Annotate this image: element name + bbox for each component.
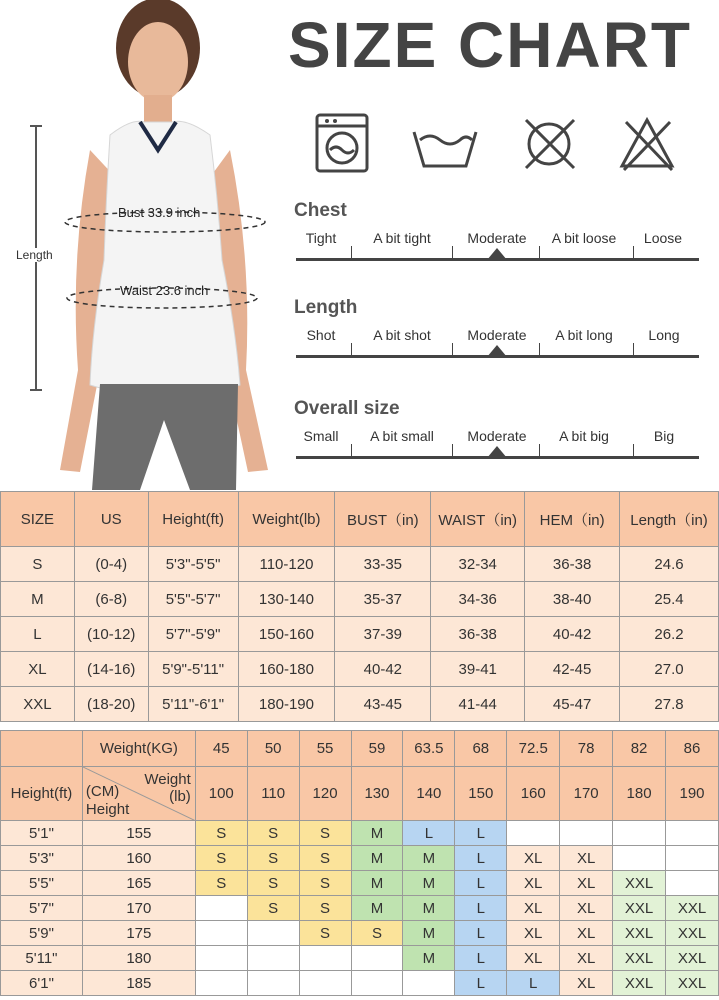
size-cell: XL	[560, 871, 613, 896]
size-cell: XL	[507, 896, 560, 921]
bust-label: Bust 33.9 inch	[118, 205, 201, 220]
table-cell: 24.6	[620, 547, 719, 582]
table-cell: XXL	[1, 687, 75, 722]
table-cell: 43-45	[335, 687, 431, 722]
table-cell: 5'5"-5'7"	[148, 582, 238, 617]
size-cell: M	[351, 896, 403, 921]
size-cell: S	[299, 871, 351, 896]
size-cell: L	[455, 946, 507, 971]
weight-lb-cell: 130	[351, 767, 403, 821]
size-cell	[195, 896, 247, 921]
weight-kg-cell: 55	[299, 731, 351, 767]
fit-table-lb-row	[1, 767, 719, 821]
length-cap-bottom	[30, 389, 42, 391]
scale-label: Big	[653, 428, 675, 444]
size-cell: XL	[560, 946, 613, 971]
table-cell: 33-35	[335, 547, 431, 582]
fit-table-row	[1, 846, 719, 871]
fit-table-row	[1, 946, 719, 971]
height-cm-cell: 160	[82, 846, 195, 871]
size-cell: S	[247, 821, 299, 846]
header-cell: SIZE	[1, 492, 75, 547]
scale-label: A bit small	[370, 428, 434, 444]
scale-marker	[487, 248, 507, 260]
do-not-tumble-dry-icon	[520, 112, 582, 174]
size-cell: L	[455, 821, 507, 846]
waist-label: Waist 23.6 inch	[120, 283, 209, 298]
size-cell: S	[351, 921, 403, 946]
scale-label: A bit tight	[373, 230, 431, 246]
table-row	[1, 582, 719, 617]
size-cell: XXL	[613, 971, 666, 996]
scale-bar	[294, 353, 699, 359]
size-table-header	[1, 492, 719, 547]
table-cell: (14-16)	[74, 652, 148, 687]
size-cell: M	[351, 821, 403, 846]
weight-kg-cell: 86	[666, 731, 719, 767]
size-cell	[247, 921, 299, 946]
weight-kg-cell: 72.5	[507, 731, 560, 767]
scale-label: Moderate	[467, 230, 527, 246]
size-cell: S	[195, 821, 247, 846]
cm-unit-label: (CM)	[85, 783, 120, 800]
table-cell: (6-8)	[74, 582, 148, 617]
size-cell: XXL	[613, 896, 666, 921]
header-cell: BUST（in)	[335, 492, 431, 547]
hand-wash-icon	[410, 112, 480, 174]
size-cell	[195, 921, 247, 946]
scale-label: A bit shot	[373, 327, 431, 343]
height-cm-cell: 170	[82, 896, 195, 921]
do-not-bleach-icon	[618, 112, 680, 174]
header-cell: Height(ft)	[148, 492, 238, 547]
length-cap-top	[30, 125, 42, 127]
header-cell: US	[74, 492, 148, 547]
size-cell: M	[403, 946, 455, 971]
size-cell	[247, 946, 299, 971]
size-cell: L	[403, 821, 455, 846]
scale-marker	[487, 345, 507, 357]
scale-label: Moderate	[467, 428, 527, 444]
table-cell: 27.0	[620, 652, 719, 687]
height-cm-cell: 175	[82, 921, 195, 946]
size-cell: S	[195, 846, 247, 871]
table-cell: L	[1, 617, 75, 652]
scale-label: Loose	[643, 230, 683, 246]
size-cell	[666, 871, 719, 896]
scale-label: Small	[303, 428, 339, 444]
size-table	[0, 491, 719, 722]
table-cell: 37-39	[335, 617, 431, 652]
table-row	[1, 547, 719, 582]
weight-kg-cell: 78	[560, 731, 613, 767]
corner-cell	[1, 731, 83, 767]
size-cell	[299, 971, 351, 996]
weight-lb-cell: 160	[507, 767, 560, 821]
size-cell: L	[455, 971, 507, 996]
length-scale	[294, 297, 699, 359]
weight-lb-cell: 190	[666, 767, 719, 821]
fit-table	[0, 730, 719, 996]
size-cell	[560, 821, 613, 846]
weight-lb-cell: 120	[299, 767, 351, 821]
table-cell: 130-140	[238, 582, 335, 617]
height-cm-cell: 165	[82, 871, 195, 896]
size-cell	[351, 946, 403, 971]
fit-table-row	[1, 871, 719, 896]
table-cell: 36-38	[431, 617, 525, 652]
height-ft-cell: 5'5"	[1, 871, 83, 896]
page-title: SIZE CHART	[288, 9, 692, 81]
size-cell	[666, 821, 719, 846]
size-cell: XXL	[666, 946, 719, 971]
size-cell	[507, 821, 560, 846]
table-cell: M	[1, 582, 75, 617]
top-section	[0, 0, 719, 490]
height-ft-cell: 5'9"	[1, 921, 83, 946]
weight-kg-cell: 82	[613, 731, 666, 767]
size-cell	[299, 946, 351, 971]
size-cell	[195, 946, 247, 971]
size-cell: XXL	[666, 971, 719, 996]
weight-kg-cell: 68	[455, 731, 507, 767]
scale-label: A bit long	[555, 327, 613, 343]
table-row	[1, 617, 719, 652]
table-cell: 34-36	[431, 582, 525, 617]
scale-title: Overall size	[294, 398, 400, 419]
cm-height-label: Height	[85, 801, 130, 818]
weight-kg-cell: 45	[195, 731, 247, 767]
size-cell: L	[455, 846, 507, 871]
overall-size-scale	[294, 398, 699, 460]
table-cell: 25.4	[620, 582, 719, 617]
table-cell: 42-45	[525, 652, 620, 687]
fit-table-body	[1, 821, 719, 996]
scale-label: Long	[648, 327, 680, 343]
table-cell: 5'3"-5'5"	[148, 547, 238, 582]
weight-lb-cell: 170	[560, 767, 613, 821]
size-cell: S	[299, 921, 351, 946]
size-cell: M	[403, 921, 455, 946]
size-cell: XXL	[666, 896, 719, 921]
scale-bar	[294, 256, 699, 262]
size-cell: L	[455, 896, 507, 921]
weight-lb-unit: (lb)	[169, 788, 191, 805]
size-cell: M	[403, 871, 455, 896]
scale-label: A bit big	[559, 428, 609, 444]
table-cell: 40-42	[525, 617, 620, 652]
table-cell: 35-37	[335, 582, 431, 617]
table-cell: 150-160	[238, 617, 335, 652]
size-cell: S	[299, 896, 351, 921]
table-cell: (18-20)	[74, 687, 148, 722]
header-cell: HEM（in)	[525, 492, 620, 547]
height-cm-cell: 180	[82, 946, 195, 971]
size-cell: L	[455, 871, 507, 896]
table-cell: 27.8	[620, 687, 719, 722]
size-cell: XL	[560, 971, 613, 996]
size-cell: XL	[507, 946, 560, 971]
table-cell: 160-180	[238, 652, 335, 687]
table-cell: 32-34	[431, 547, 525, 582]
scale-label: Shot	[306, 327, 336, 343]
scale-title: Chest	[294, 200, 347, 221]
size-cell: XL	[507, 921, 560, 946]
size-cell	[247, 971, 299, 996]
size-cell: XL	[507, 871, 560, 896]
height-ft-cell: 6'1"	[1, 971, 83, 996]
height-ft-cell: 5'1"	[1, 821, 83, 846]
size-cell: S	[247, 846, 299, 871]
table-row	[1, 687, 719, 722]
table-cell: 38-40	[525, 582, 620, 617]
size-cell: M	[403, 846, 455, 871]
fit-table-kg-row	[1, 731, 719, 767]
size-cell: S	[195, 871, 247, 896]
scale-bar	[294, 454, 699, 460]
weight-lb-label: Weight	[144, 771, 191, 788]
header-cell: Weight(lb)	[238, 492, 335, 547]
size-cell: XL	[560, 896, 613, 921]
size-cell: XL	[560, 921, 613, 946]
table-cell: 36-38	[525, 547, 620, 582]
size-cell: L	[507, 971, 560, 996]
scale-marker	[487, 446, 507, 458]
size-cell: S	[299, 846, 351, 871]
table-cell: 5'11"-6'1"	[148, 687, 238, 722]
table-cell: 180-190	[238, 687, 335, 722]
table-cell: (0-4)	[74, 547, 148, 582]
height-ft-cell: 5'7"	[1, 896, 83, 921]
diagonal-header-cell	[82, 767, 195, 821]
height-ft-label: Height(ft)	[1, 767, 83, 821]
scale-label: Moderate	[467, 327, 527, 343]
fit-table-row	[1, 896, 719, 921]
table-cell: XL	[1, 652, 75, 687]
header-cell: Length（in)	[620, 492, 719, 547]
height-ft-cell: 5'3"	[1, 846, 83, 871]
size-cell: XXL	[613, 921, 666, 946]
table-row	[1, 652, 719, 687]
size-cell: XXL	[666, 921, 719, 946]
size-cell: XL	[560, 846, 613, 871]
size-cell	[613, 846, 666, 871]
table-cell: 41-44	[431, 687, 525, 722]
table-cell: 110-120	[238, 547, 335, 582]
size-cell: S	[247, 871, 299, 896]
fit-table-row	[1, 821, 719, 846]
scale-label: Tight	[305, 230, 337, 246]
weight-kg-label: Weight(KG)	[82, 731, 195, 767]
size-cell	[195, 971, 247, 996]
size-cell: XL	[507, 846, 560, 871]
length-label: Length	[16, 248, 53, 262]
weight-lb-cell: 150	[455, 767, 507, 821]
table-cell: 40-42	[335, 652, 431, 687]
scale-title: Length	[294, 297, 358, 318]
height-cm-cell: 155	[82, 821, 195, 846]
size-cell: M	[351, 871, 403, 896]
size-cell: XXL	[613, 871, 666, 896]
weight-lb-cell: 110	[247, 767, 299, 821]
size-cell: S	[247, 896, 299, 921]
weight-kg-cell: 63.5	[403, 731, 455, 767]
size-cell: M	[351, 846, 403, 871]
weight-lb-cell: 140	[403, 767, 455, 821]
model-photo	[40, 0, 290, 490]
height-cm-cell: 185	[82, 971, 195, 996]
weight-kg-cell: 50	[247, 731, 299, 767]
height-ft-cell: 5'11"	[1, 946, 83, 971]
weight-kg-cell: 59	[351, 731, 403, 767]
table-cell: S	[1, 547, 75, 582]
size-cell	[351, 971, 403, 996]
weight-lb-cell: 180	[613, 767, 666, 821]
chest-scale	[294, 200, 699, 262]
size-cell	[403, 971, 455, 996]
fit-table-row	[1, 921, 719, 946]
scale-label: A bit loose	[551, 230, 617, 246]
table-cell: (10-12)	[74, 617, 148, 652]
weight-lb-cell: 100	[195, 767, 247, 821]
header-cell: WAIST（in)	[431, 492, 525, 547]
size-cell	[613, 821, 666, 846]
size-cell: M	[403, 896, 455, 921]
size-cell: XXL	[613, 946, 666, 971]
machine-wash-icon	[312, 112, 374, 174]
fit-table-row	[1, 971, 719, 996]
table-cell: 26.2	[620, 617, 719, 652]
size-cell	[666, 846, 719, 871]
size-cell: L	[455, 921, 507, 946]
table-cell: 5'7"-5'9"	[148, 617, 238, 652]
table-cell: 5'9"-5'11"	[148, 652, 238, 687]
table-cell: 45-47	[525, 687, 620, 722]
size-cell: S	[299, 821, 351, 846]
table-cell: 39-41	[431, 652, 525, 687]
